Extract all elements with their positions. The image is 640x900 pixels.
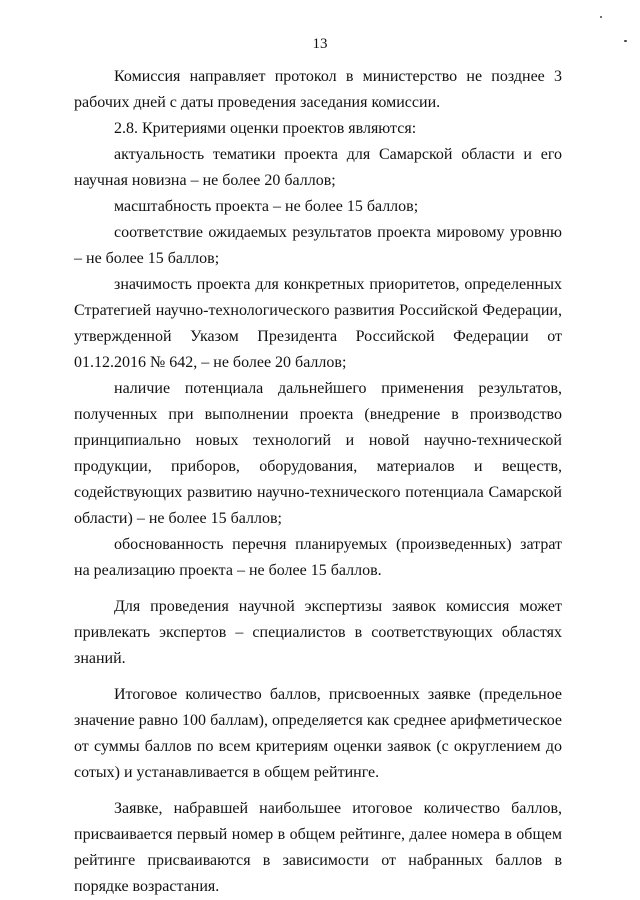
paragraph-criterion-costs: обоснованность перечня планируемых (произведенных) затрат на реализацию проекта – не более 15 баллов. — [74, 536, 562, 579]
paragraph-criterion-world-level: соответствие ожидаемых результатов проекта мировому уровню – не более 15 баллов; — [74, 224, 562, 267]
document-body — [74, 64, 562, 900]
paragraph-total-score: Итоговое количество баллов, присвоенных заявке (предельное значение равно 100 баллам), определяется как среднее арифметическое от суммы баллов по всем критериям оценки заявок (с округлением до сотых) и устанавливается в общем рейтинге. — [74, 686, 562, 781]
paragraph-ranking: Заявке, набравшей наибольшее итоговое количество баллов, присваивается первый номер в общем рейтинге, далее номера в общем рейтинге присваиваются в зависимости от набранных баллов в порядке возрастания. — [74, 800, 562, 895]
page-number: 13 — [312, 36, 328, 52]
paragraph-criteria-heading: 2.8. Критериями оценки проектов являются: — [114, 120, 417, 137]
paragraph-experts: Для проведения научной экспертизы заявок комиссия может привлекать экспертов – специалистов в соответствующих областях знаний. — [74, 598, 562, 667]
paragraph-criterion-application-potential: наличие потенциала дальнейшего применения результатов, полученных при выполнении проекта (внедрение в производство принципиально новых технологий и новой научно-технической продукции, приборов, оборудования, материалов и веществ, содействующих развитию научно-технического потенциала Самарской области) – не более 15 баллов; — [74, 380, 562, 527]
paragraph-criterion-scale: масштабность проекта – не более 15 баллов; — [114, 198, 419, 215]
paragraph-criterion-relevance: актуальность тематики проекта для Самарской области и его научная новизна – не более 20 баллов; — [74, 146, 562, 189]
scan-speck — [600, 16, 602, 18]
paragraph-protocol-deadline: Комиссия направляет протокол в министерство не позднее 3 рабочих дней с даты проведения заседания комиссии. — [74, 68, 562, 111]
paragraph-criterion-priorities: значимость проекта для конкретных приоритетов, определенных Стратегией научно-технологического развития Российской Федерации, утвержденной Указом Президента Российской Федерации от 01.12.2016 № 642, – не более 20 баллов; — [74, 276, 562, 371]
